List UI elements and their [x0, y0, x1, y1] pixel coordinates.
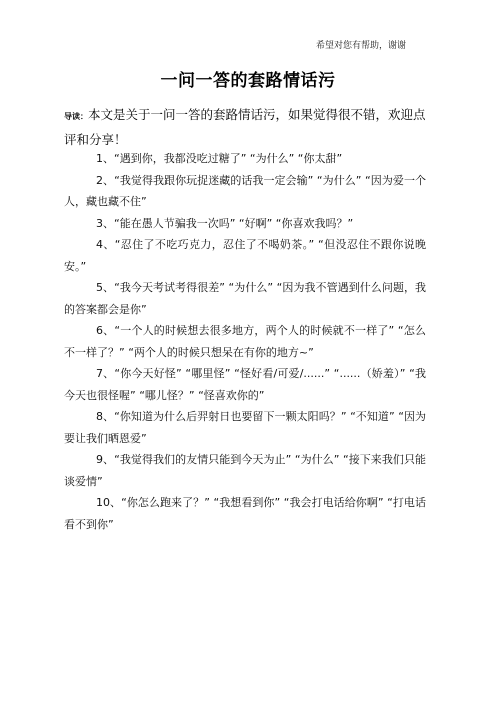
list-item: 8、“你知道为什么后羿射日也要留下一颗太阳吗？” “不知道” “因为要让我们晒恩爱”	[64, 410, 426, 445]
list-item: 2、“我觉得我跟你玩捉迷藏的话我一定会输” “为什么” “因为爱一个人，藏也藏不住”	[64, 173, 426, 208]
item-list	[64, 148, 426, 535]
lead-paragraph	[64, 103, 426, 151]
header-note: 希望对您有帮助，谢谢	[315, 41, 406, 51]
list-item: 4、“忍住了不吃巧克力，忍住了不喝奶茶。” “但没忍住不跟你说晚安。”	[64, 238, 426, 273]
lead-text: 本文是关于一问一答的套路情话污，如果觉得很不错，欢迎点评和分享！	[64, 107, 426, 147]
page-title: 一问一答的套路情话污	[160, 71, 336, 91]
list-item: 5、“我今天考试考得很差” “为什么” “因为我不管遇到什么问题，我的答案都会是你”	[64, 281, 426, 316]
list-item: 9、“我觉得我们的友情只能到今天为止” “为什么” “接下来我们只能谈爱情”	[64, 453, 426, 488]
list-item: 6、“一个人的时候想去很多地方，两个人的时候就不一样了” “怎么不一样了？” “两个人的时候只想呆在有你的地方~”	[64, 324, 426, 359]
list-item: 3、“能在愚人节骗我一次吗” “好啊” “你喜欢我吗？”	[96, 216, 354, 230]
list-item: 10、“你怎么跑来了？” “我想看到你” “我会打电话给你啊” “打电话看不到你”	[64, 496, 426, 531]
list-item: 7、“你今天好怪” “哪里怪” “怪好看/可爱/......” “......（娇羞）” “我今天也很怪喔” “哪儿怪？” “怪喜欢你的”	[64, 367, 426, 402]
list-item: 1、“遇到你，我都没吃过糖了” “为什么” “你太甜”	[96, 152, 343, 165]
lead-label: 导读：	[64, 112, 88, 121]
